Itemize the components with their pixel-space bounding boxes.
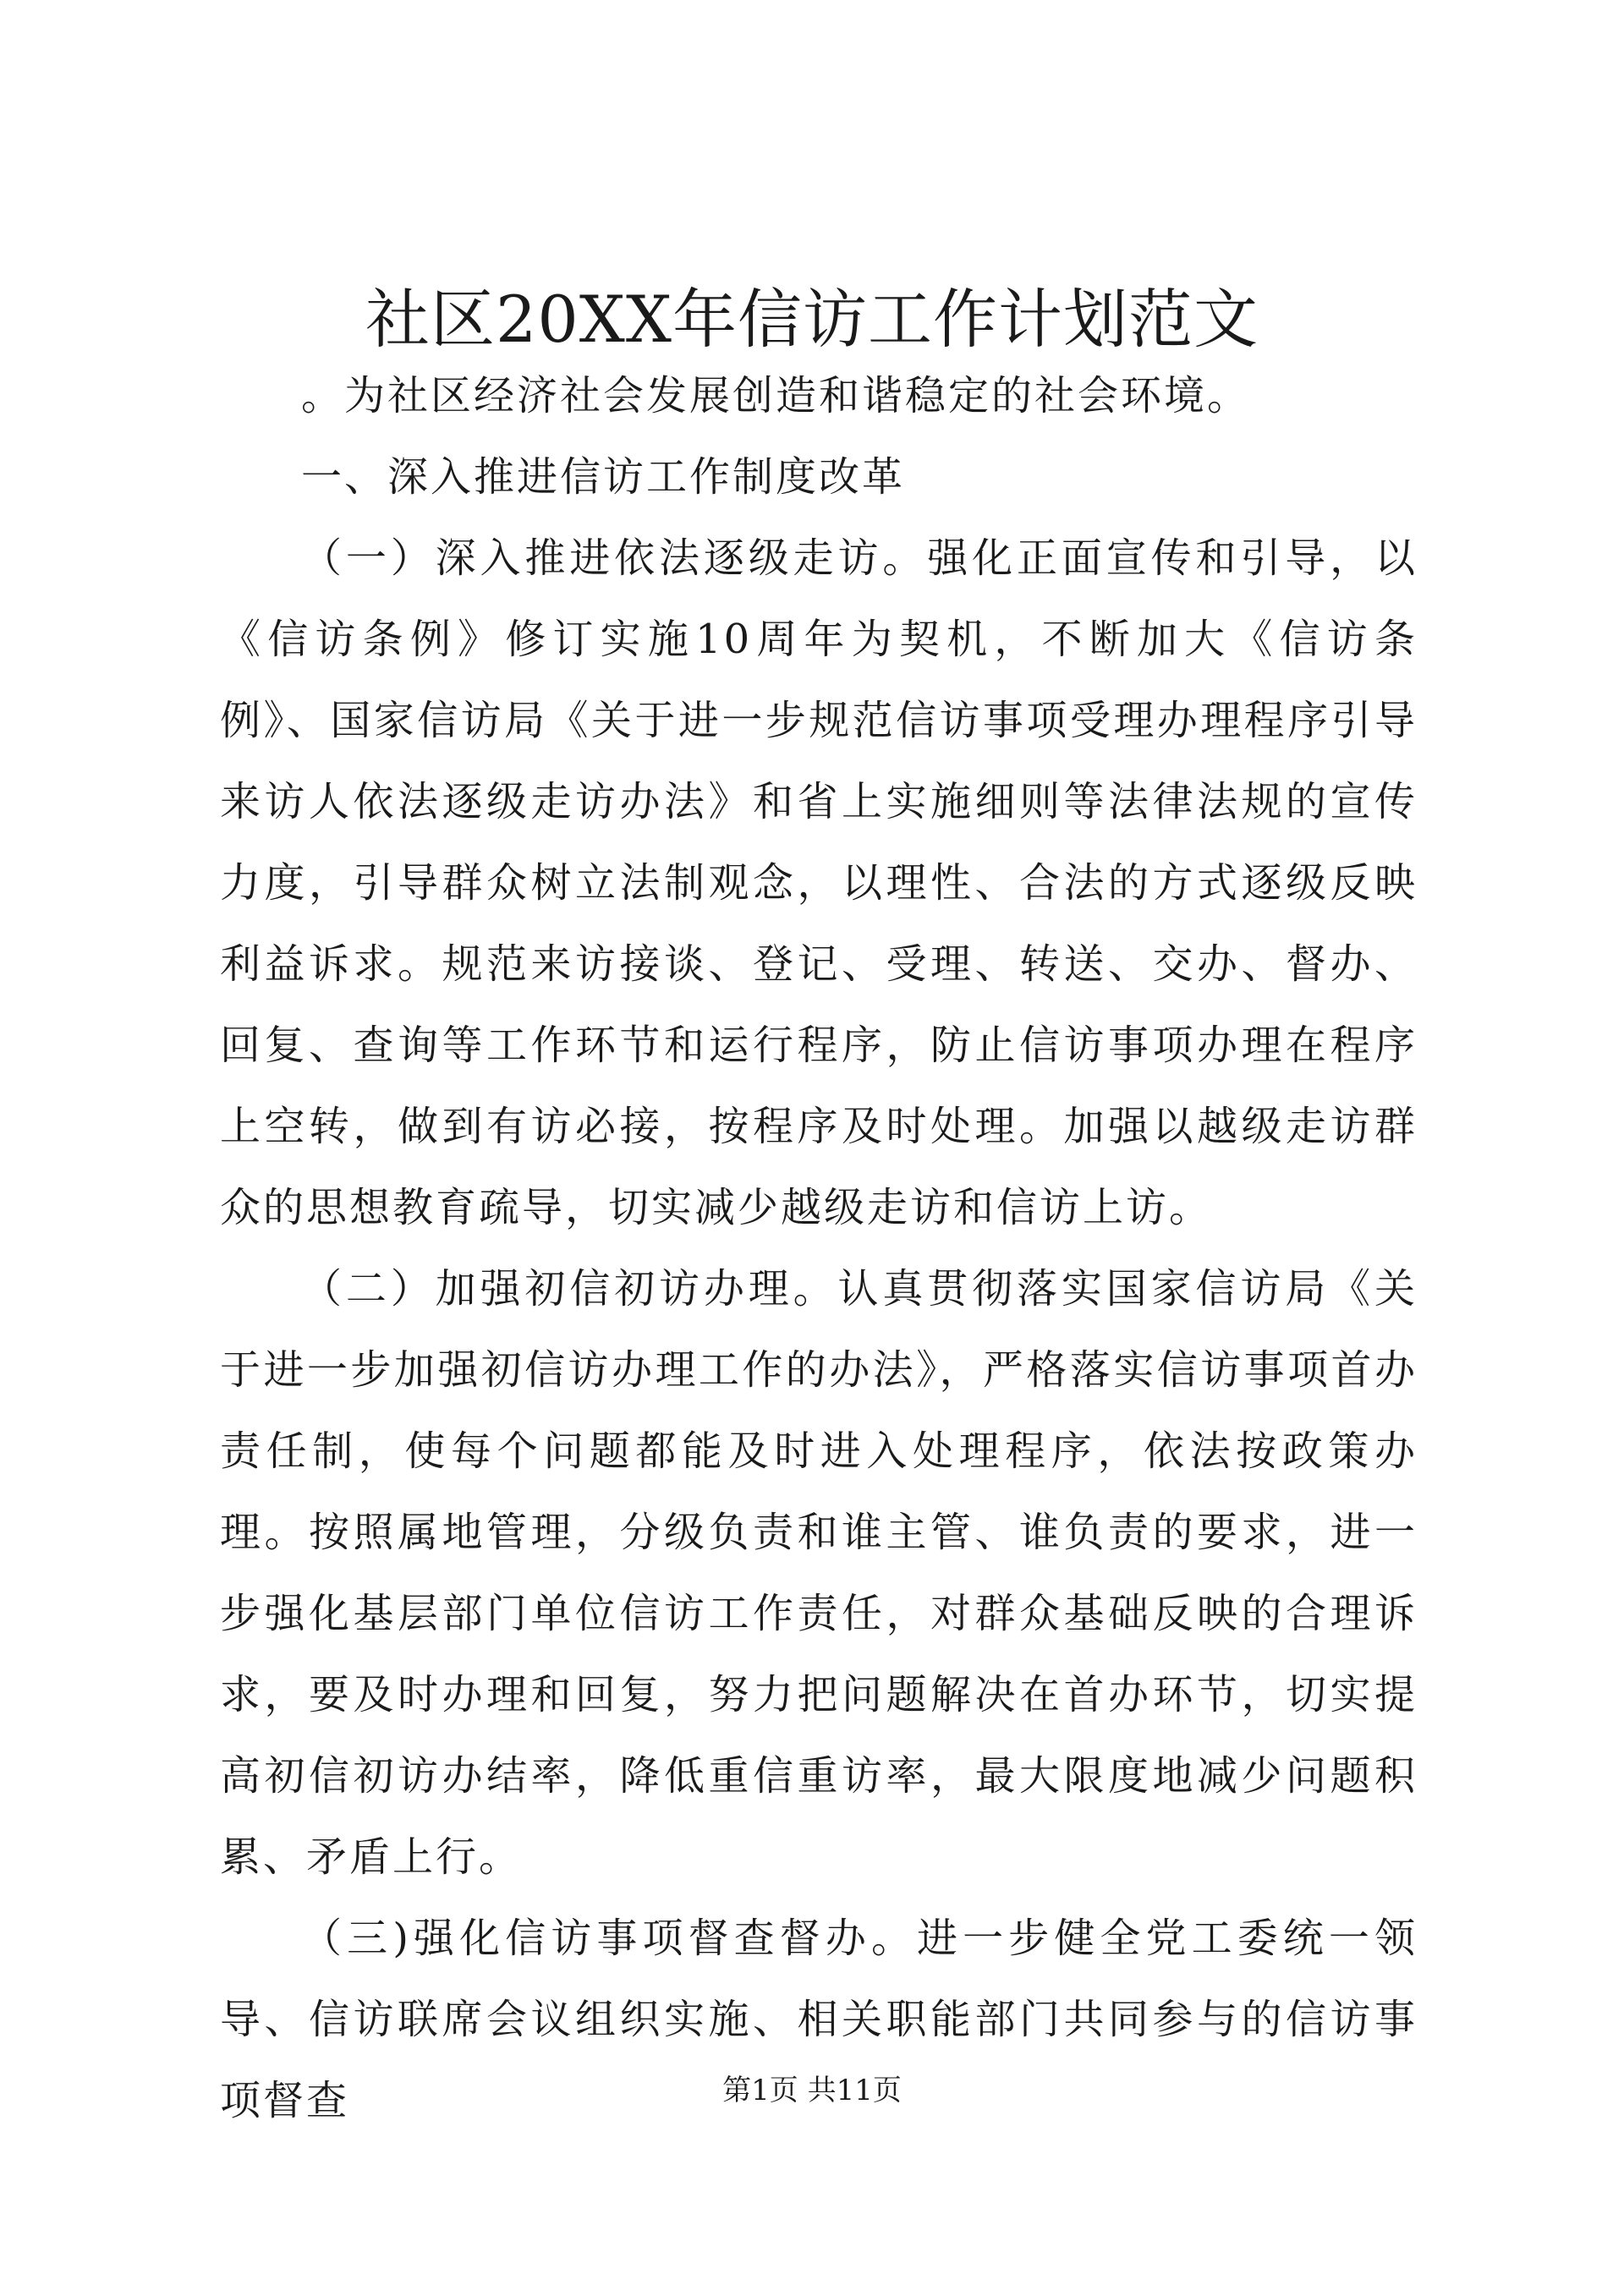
paragraph-1: （一）深入推进依法逐级走访。强化正面宣传和引导，以《信访条例》修订实施10周年为契机，不断加大《信访条例》、国家信访局《关于进一步规范信访事项受理办理程序引导来访人依法逐级走访办法》和省上实施细则等法律法规的宣传力度，引导群众树立法制观念，以理性、合法的方式逐级反映利益诉求。规范来访接谈、登记、受理、转送、交办、督办、回复、查询等工作环节和运行程序，防止信访事项办理在程序上空转，做到有访必接，按程序及时处理。加强以越级走访群众的思想教育疏导，切实减少越级走访和信访上访。 bbox=[220, 534, 1418, 1231]
paragraph-3: （三)强化信访事项督查督办。进一步健全党工委统一领导、信访联席会议组织实施、相关职能部门共同参与的信访事项督查 bbox=[220, 1915, 1418, 2124]
document-title: 社区20XX年信访工作计划范文 bbox=[365, 282, 1259, 357]
document-body bbox=[220, 355, 1418, 2141]
paragraph-intro: 。为社区经济社会发展创造和谐稳定的社会环境。 bbox=[301, 372, 1251, 419]
section-heading-1: 一、深入推进信访工作制度改革 bbox=[301, 453, 906, 501]
paragraph-2: （二）加强初信初访办理。认真贯彻落实国家信访局《关于进一步加强初信访办理工作的办法》，严格落实信访事项首办责任制，使每个问题都能及时进入处理程序，依法按政策办理。按照属地管理，分级负责和谁主管、谁负责的要求，进一步强化基层部门单位信访工作责任，对群众基础反映的合理诉求，要及时办理和回复，努力把问题解决在首办环节，切实提高初信初访办结率，降低重信重访率，最大限度地减少问题积累、矛盾上行。 bbox=[220, 1265, 1418, 1881]
page-footer: 第1页 共11页 bbox=[722, 2074, 902, 2107]
